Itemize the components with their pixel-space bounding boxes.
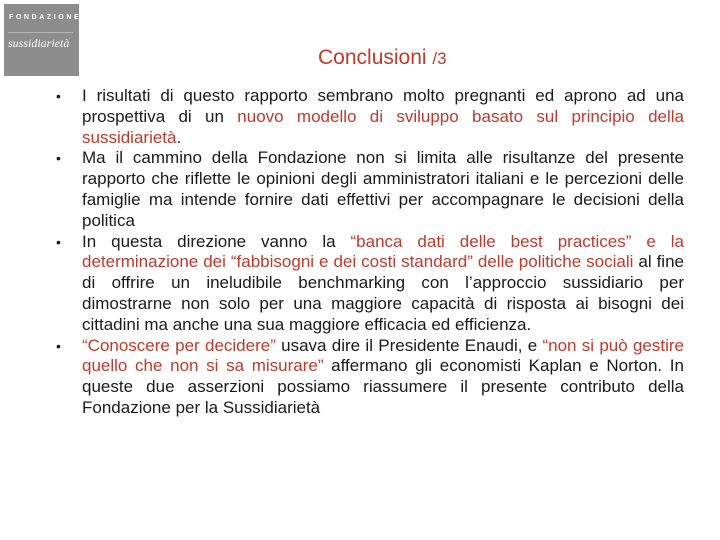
fondazione-logo <box>4 4 82 76</box>
slide-title-text: Conclusioni <box>318 46 427 69</box>
bullet-list <box>52 86 684 419</box>
bullet-highlight: “banca dati delle best practices” e la determinazione dei “fabbisogni e dei costi standard” delle politiche sociali <box>82 231 684 272</box>
bullet-highlight: “Conoscere per decidere” <box>82 335 276 355</box>
bullet-text: affermano gli economisti Kaplan e Norton. In queste due asserzioni possiamo riassumere il presente contributo della Fondazione per la Sussidiarietà <box>82 356 684 417</box>
bullet-icon: • <box>56 233 61 250</box>
bullet-icon: • <box>56 150 61 167</box>
logo-line2: sussidiarietà <box>8 36 70 50</box>
bullet-item <box>52 148 684 231</box>
logo-divider <box>8 32 73 33</box>
bullet-icon: • <box>56 337 61 354</box>
bullet-highlight: nuovo modello di sviluppo basato sul principio della sussidiarietà <box>82 106 684 147</box>
bullet-item <box>52 336 684 419</box>
bullet-icon: • <box>56 88 61 104</box>
bullet-text: I risultati di questo rapporto sembrano molto pregnanti ed aprono ad una prospettiva di un <box>82 86 684 126</box>
bullet-text: Ma il cammino della Fondazione non si limita alle risultanze del presente rapporto che riflette le opinioni degli amministratori italiani e le percezioni delle famiglie ma intende fornire dati effettivi per accompagnare le decisioni della politica <box>82 148 684 230</box>
bullet-text: In questa direzione vanno la <box>82 231 351 251</box>
slide-title <box>318 46 447 70</box>
bullet-text: . <box>176 127 182 147</box>
bullet-highlight: “non si può gestire quello che non si sa misurare” <box>82 335 684 376</box>
bullet-text: usava dire il Presidente Enaudi, e <box>275 335 543 355</box>
bullet-item <box>52 86 684 148</box>
logo-line1: FONDAZIONE <box>9 14 82 21</box>
slide-title-number: /3 <box>432 49 447 68</box>
bullet-text: al fine di offrire un ineludibile benchmarking con l’approccio sussidiario per dimostrarne non solo per una maggiore capacità di risposta ai bisogni dei cittadini ma anche una sua maggiore efficacia ed efficienza. <box>82 252 684 334</box>
bullet-item <box>52 232 684 336</box>
